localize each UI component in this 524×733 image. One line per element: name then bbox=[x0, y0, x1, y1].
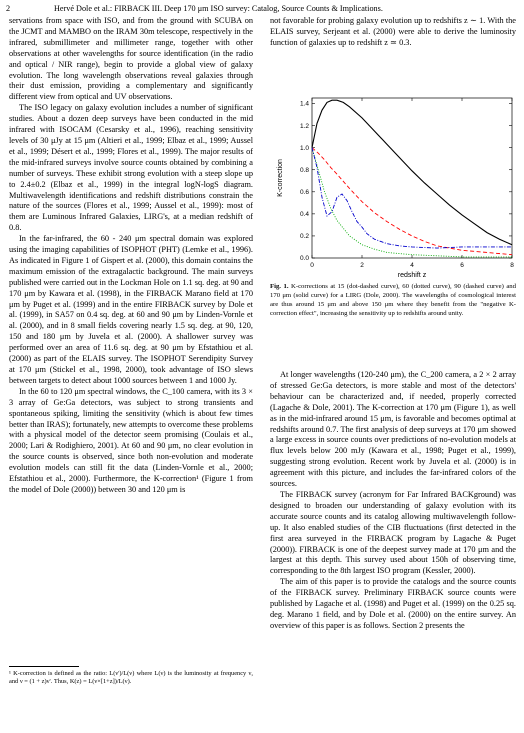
x-tick-label: 4 bbox=[410, 262, 414, 269]
figure-caption bbox=[270, 282, 516, 318]
x-tick-label: 0 bbox=[310, 262, 314, 269]
left-paragraph: servations from space with ISO, and from the ground with SCUBA on the JCMT and MAMBO on the IRAM 30m telescope, respectively in the infrared, submillimeter and millimeter range, together with other observations at other wavelengths for source identification (in the radio and optical / NIR range), begin to provide a global view of galaxy evolution. The long wavelength observations reveal galaxies through their dust emission, providing a complementary and significantly different view from optical and UV observations. bbox=[9, 16, 253, 102]
right-intro-paragraph: not favorable for probing galaxy evolution up to redshifts z ∼ 1. With the ELAIS survey, Serjeant et al. (2000) were able to derive the luminosity function of galaxies up to redshift z ≃ 0.3. bbox=[270, 16, 516, 47]
left-paragraph: In the far-infrared, the 60 - 240 μm spectral domain was explored using the imaging capabilities of ISOPHOT (PHT) (Lemke et al., 1996). As indicated in Figure 1 of Gispert et al. (2000), this domain contains the maximum emission of the extragalactic background. The main surveys published were carried out in the Lockman Hole on 1.1 sq. deg. at 90 and 170 μm by Kawara et al. (1998), in the FIRBACK Marano field at 170 μm by Puget et al. (1999) and in the entire FIRBACK survey by Dole et al. (1999), in SA57 on 0.4 sq. deg. at 60 and 90 μm by Linden-Vornle et al. (2000), and in 8 small fields covering nearly 1.5 sq. deg. at 90, 120, 150 and 180 μm by Juvela et al. (2000). A shallower survey was performed over an area of 11.6 sq. deg. at 90 μm by Efstathiou et al. (2000) as part of the ELAIS survey. The ISOPHOT Serendipity Survey at 170 μm (Stickel et al., 1998, 2000), took advantage of ISO slews between targets to detect about 1000 sources between 1 and 1000 Jy. bbox=[9, 234, 253, 385]
y-tick-label: 1.4 bbox=[299, 100, 309, 108]
page-number: 2 bbox=[6, 4, 11, 13]
y-tick-label: 0.8 bbox=[299, 166, 309, 174]
series-line-dotted bbox=[312, 148, 512, 257]
left-paragraph: The ISO legacy on galaxy evolution includes a number of significant studies. About a dozen deep surveys have been conducted in the mid infrared with ISOCAM (Cesarsky et al., 1996), reaching sensitivity levels of 30 μJy at 15 μm (Altieri et al., 1999; Elbaz et al., 1999; Aussel et al., 1999; Désert et al., 1999; Flores et al., 1999). The major results of the mid-infrared surveys involve source counts obtained by combining a number of surveys. These exhibit strong evolution with a steep slope up to 2.4±0.2 (Elbaz et al., 1999) in the integral logN-logS diagram. Multiwavelength identifications and redshift distributions constrain the nature of the sources (Flores et al., 1999; Aussel et al., 1999): most of them are Luminous Infrared Galaxies, LIRG's, at a median redshift of 0.8. bbox=[9, 103, 253, 233]
series-line-dot-dashed bbox=[312, 148, 512, 248]
caption-text: K-corrections at 15 (dot-dashed curve), 60 (dotted curve), 90 (dashed curve) and 170 μm (solid curve) for a LIRG (Dole, 2000). The wavelengths of cosmological interest are thus around 15 μm and above 150 μm where they benefit from the "negative K-correction effect", increasing the sensitivity up to redshifts around unity. bbox=[270, 283, 516, 317]
series-line-dashed bbox=[312, 148, 512, 255]
k-correction-figure bbox=[270, 92, 520, 282]
page-header bbox=[6, 3, 518, 15]
right-paragraph: At longer wavelengths (120-240 μm), the C_200 camera, a 2 × 2 array of stressed Ge:Ga detectors, is more stable and most of the detectors' behaviour can be characterized and, if needed, properly corrected (Lagache & Dole, 2001). The K-correction at 170 μm (Figure 1), as well as in the mid-infrared around 15 μm, is favorable and becomes optimal at redshifts around 0.7. The first analysis of deep surveys at 170 μm showed a large excess in source counts over predictions of no-evolution models at flux levels below 200 mJy (Kawara et al., 1998; Puget et al., 1999), suggesting strong evolution. Recent work by Juvela et al. (2000) is in agreement with this picture, and includes the far-infrared colors of the sources. bbox=[270, 370, 516, 489]
k-correction-chart bbox=[270, 92, 520, 282]
left-column bbox=[9, 16, 253, 496]
x-tick-label: 8 bbox=[510, 262, 514, 269]
left-paragraph: In the 60 to 120 μm spectral windows, the C_100 camera, with its 3 × 3 array of Ge:Ga detectors, was subject to strong transients and spontaneous spiking, limiting the sensitivity (which is about few times better than IRAS); fortunately, new attempts to overcome these problems with a physical model of the detector seem promising (Coulais et al., 2000; Lari & Rodighiero, 2001). At 60 and 90 μm, no clear evolution in the source counts is observed, since both non-evolution and moderate evolution models can still fit the data (Linden-Vornle et al., 2000; Efstathiou et al., 2000). Furthermore, the K-correction¹ (Figure 1 from the model of Dole (2000)) between 30 and 120 μm is bbox=[9, 386, 253, 494]
y-axis-label: K-correction bbox=[277, 159, 284, 197]
y-tick-label: 1.2 bbox=[299, 122, 309, 130]
x-tick-label: 6 bbox=[460, 262, 464, 269]
right-paragraph: The FIRBACK survey (acronym for Far Infrared BACKground) was designed to broaden our understanding of galaxy evolution with its accurate source counts and its catalog allowing multiwavelength follow-up. It also enabled studies of the CIB fluctuations (first detected in the first area surveyed in the FIRBACK program by Lagache & Puget (2000)). FIRBACK is one of the deepest survey made at 170 μm and the largest at this depth. This survey used about 150h of observing time, corresponding to the 8th largest ISO program (Kessler, 2000). bbox=[270, 489, 516, 576]
x-tick-label: 2 bbox=[360, 262, 364, 269]
y-tick-label: 0.0 bbox=[299, 255, 309, 263]
y-tick-label: 0.6 bbox=[299, 188, 309, 196]
footnote: ¹ K-correction is defined as the ratio: L(ν')/L(ν) where L(ν) is the luminosity at frequency ν, and ν = (1 + z)ν'. Thus, K(z) = L(ν×[1+z])/L(ν). bbox=[9, 670, 253, 686]
y-tick-label: 1.0 bbox=[299, 144, 309, 152]
right-column-intro bbox=[270, 16, 516, 49]
footnote-rule bbox=[9, 666, 79, 667]
x-axis-label: redshift z bbox=[397, 272, 427, 279]
series-line-solid bbox=[312, 100, 512, 245]
right-paragraph: The aim of this paper is to provide the catalogs and the source counts of the FIRBACK survey. Preliminary FIRBACK source counts were published by Lagache et al. (1998) and Puget et al. (1999) on the 0.25 sq. deg. Marano 1 field, and by Dole et al. (2000) on the entire survey. An overview of this paper is as follows. Section 2 presents the bbox=[270, 577, 516, 630]
right-column-body bbox=[270, 370, 516, 632]
running-title: Hervé Dole et al.: FIRBACK III. Deep 170 μm ISO survey: Catalog, Source Counts & Implications. bbox=[54, 4, 383, 13]
y-tick-label: 0.2 bbox=[299, 233, 309, 241]
y-tick-label: 0.4 bbox=[299, 211, 309, 219]
plot-frame bbox=[312, 98, 512, 258]
caption-label: Fig. 1. bbox=[270, 283, 289, 290]
